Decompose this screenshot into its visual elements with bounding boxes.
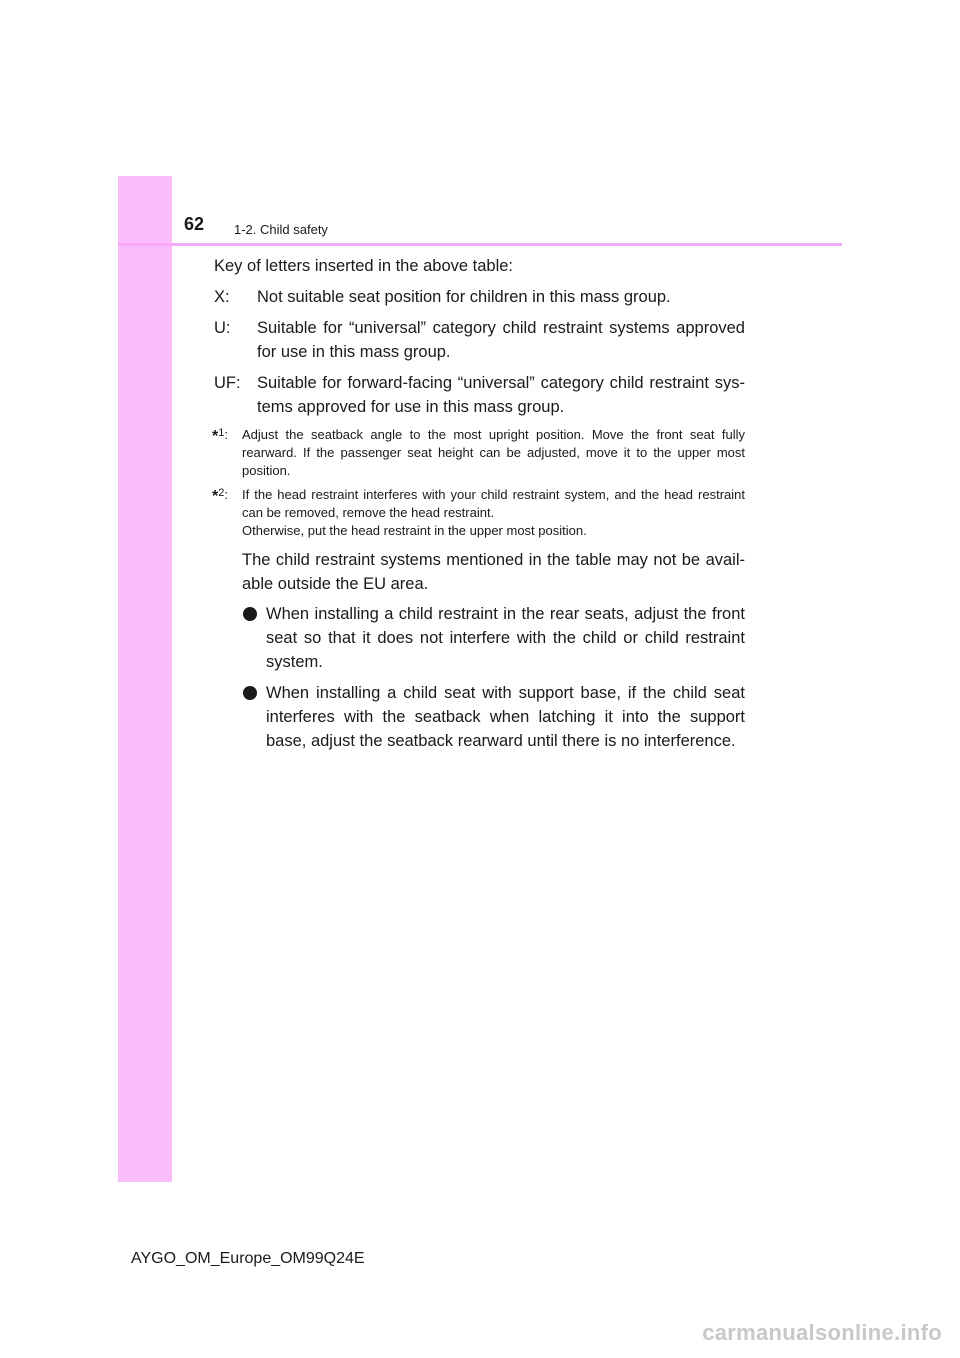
footnote-marker: *$^1$: <box>212 427 228 445</box>
key-item-label: X: <box>214 288 230 306</box>
key-item <box>212 316 745 364</box>
key-item-label: U: <box>214 319 231 337</box>
footnote-text <box>242 426 745 480</box>
footnote-line: If the head restraint interferes with your child restraint system, and the head restraint can be removed, remove the head restraint. <box>242 487 745 520</box>
key-intro: Key of letters inserted in the above table: <box>214 257 514 275</box>
footnote-marker: *$^2$: <box>212 487 228 505</box>
key-item-text: Suitable for “universal” category child restraint systems approved for use in this mass group. <box>257 319 745 361</box>
footnote <box>212 486 745 540</box>
key-item-text: Not suitable seat position for children in this mass group. <box>257 288 671 306</box>
bullet-icon <box>243 607 257 621</box>
section-title: 1-2. Child safety <box>234 222 328 237</box>
footnote <box>212 426 745 480</box>
bullet-text: When installing a child seat with support base, if the child seat interferes with the seatback when latching it into the support base, adjust the seatback rearward until there is no interference. <box>266 684 745 750</box>
key-item-label: UF: <box>214 374 241 392</box>
document-id: AYGO_OM_Europe_OM99Q24E <box>131 1250 365 1267</box>
footnote-line: Adjust the seatback angle to the most upright position. Move the front seat fully rearward. If the passenger seat height can be adjusted, move it to the upper most position. <box>242 427 745 478</box>
key-item <box>212 371 745 419</box>
header-rule <box>118 243 842 246</box>
key-item-text: Suitable for forward-facing “universal” category child restraint sys-tems approved for use in this mass group. <box>257 374 745 416</box>
footnote-text <box>242 486 745 540</box>
chapter-sidebar-tab <box>118 176 172 1182</box>
bullet-icon <box>243 686 257 700</box>
footnote-star: * <box>212 428 219 445</box>
footnote-line: Otherwise, put the head restraint in the upper most position. <box>242 523 587 538</box>
footnote-star: * <box>212 488 219 505</box>
footnote-number: 2 <box>218 487 225 499</box>
page-content <box>212 254 745 760</box>
availability-paragraph: The child restraint systems mentioned in the table may not be avail-able outside the EU area. <box>242 551 745 593</box>
key-item <box>212 285 745 309</box>
bullet-item <box>242 602 745 674</box>
footnote-number: 1 <box>218 427 225 439</box>
bullet-text: When installing a child restraint in the rear seats, adjust the front seat so that it does not interfere with the child or child restraint system. <box>266 605 745 671</box>
bullet-item <box>242 681 745 753</box>
page-number: 62 <box>184 214 205 234</box>
watermark: carmanualsonline.info <box>702 1320 942 1345</box>
